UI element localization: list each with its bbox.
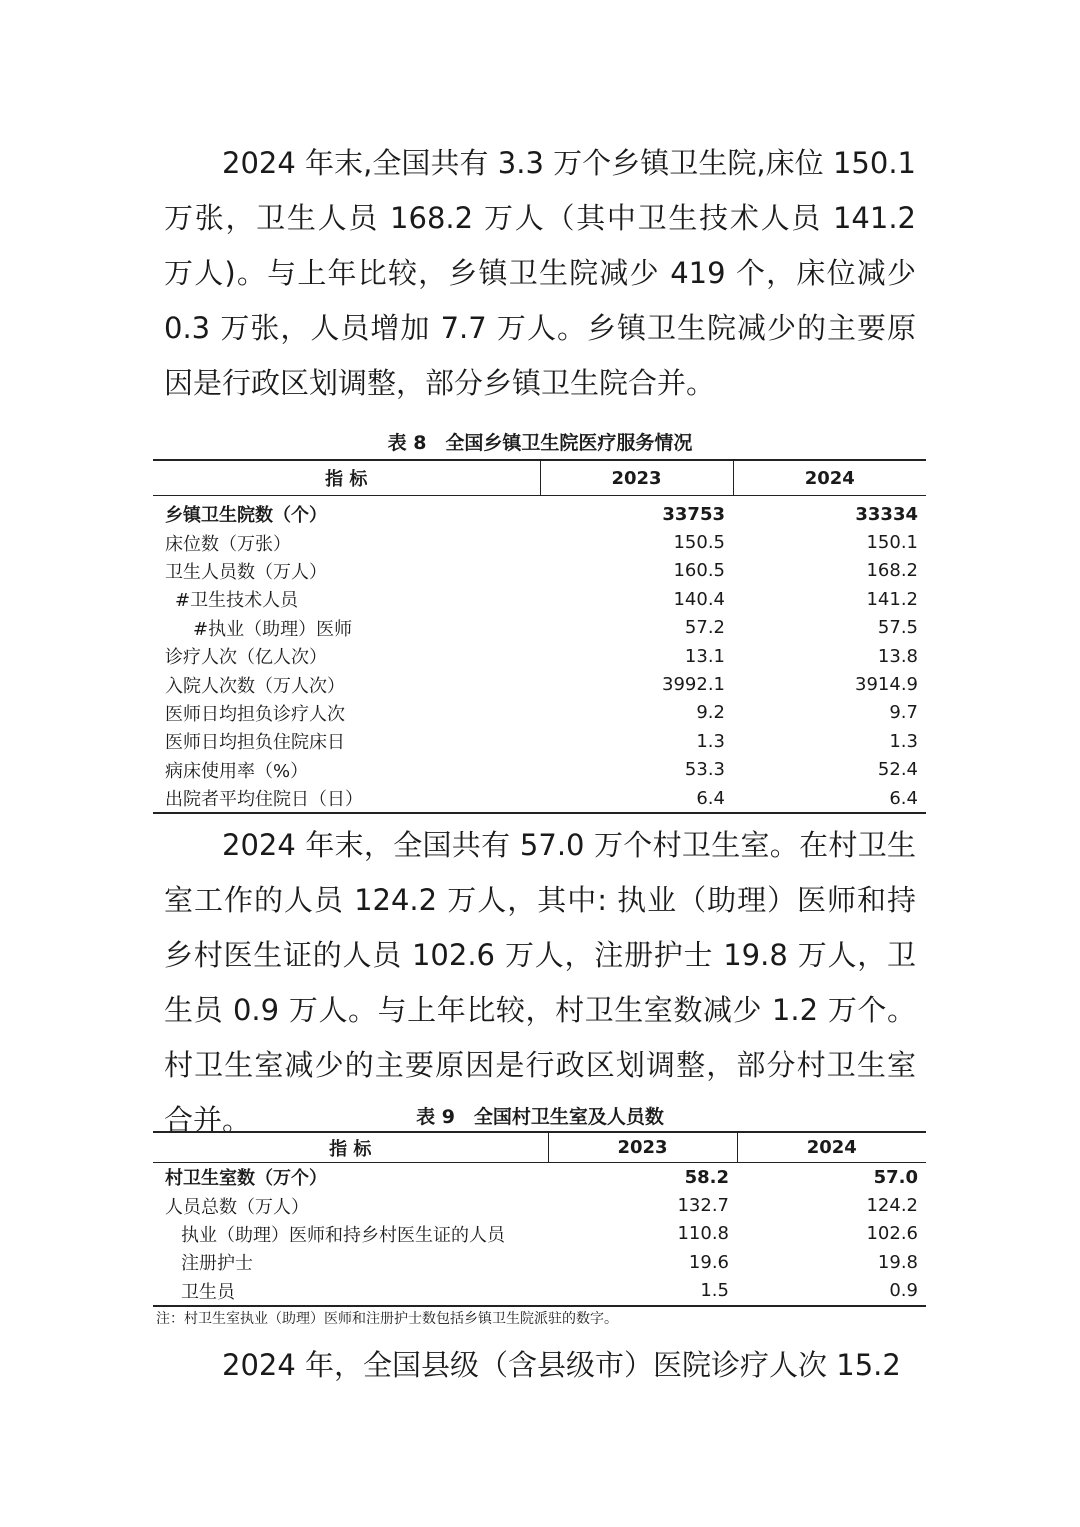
table9-header-indicator: 指 标: [153, 1132, 548, 1163]
value-2023: 58.2: [684, 1166, 729, 1188]
value-2023: 6.4: [540, 784, 733, 813]
table9: [153, 1131, 926, 1307]
table9-header-2023: 2023: [548, 1132, 737, 1163]
row-label: #执业（助理）医师: [193, 618, 353, 640]
value-2024: 13.8: [877, 645, 918, 667]
table9-note: 注：村卫生室执业（助理）医师和注册护士数包括乡镇卫生院派驻的数字。: [156, 1311, 618, 1327]
value-2023: 9.2: [696, 702, 725, 724]
row-label: 卫生员: [153, 1277, 548, 1306]
table-row: [153, 1220, 926, 1248]
row-label: 入院人次数（万人次）: [165, 675, 345, 697]
table9-header-2024: 2024: [737, 1132, 926, 1163]
value-2024: 1.3: [889, 730, 918, 752]
value-2024: 150.1: [866, 532, 918, 554]
paragraph-township-hospitals: 2024 年末,全国共有 3.3 万个乡镇卫生院,床位 150.1 万张，卫生人员 168.2 万人（其中卫生技术人员 141.2 万人)。与上年比较，乡镇卫生院减少 419 个，床位减少 0.3 万张，人员增加 7.7 万人。乡镇卫生院减少的主要原因是行政区划调整，部分乡镇卫生院合并。: [164, 146, 916, 400]
table8-header-2024: 2024: [733, 460, 926, 496]
table-row: [153, 784, 926, 813]
row-label: 医师日均担负诊疗人次: [165, 703, 345, 725]
row-label: #卫生技术人员: [175, 590, 299, 612]
table9-header-row: [153, 1132, 926, 1163]
value-2024: 168.2: [866, 560, 918, 582]
row-label: 乡镇卫生院数（个）: [165, 505, 327, 527]
table-row: [153, 727, 926, 755]
table-row: [153, 642, 926, 670]
table-row: [153, 699, 926, 727]
table8: [153, 459, 926, 814]
value-2024: 141.2: [866, 588, 918, 610]
table-row: [153, 585, 926, 613]
row-label: 村卫生室数（万个）: [165, 1168, 327, 1190]
table-row: [153, 557, 926, 585]
table8-header-row: [153, 460, 926, 496]
table9-caption: 表 9 全国村卫生室及人员数: [416, 1106, 664, 1128]
row-label: 病床使用率（%）: [165, 760, 309, 782]
value-2024: 33334: [855, 503, 918, 525]
table8-header-2023: 2023: [540, 460, 733, 496]
row-label: 执业（助理）医师和持乡村医生证的人员: [181, 1224, 505, 1246]
paragraph-village-clinics: 2024 年末，全国共有 57.0 万个村卫生室。在村卫生室工作的人员 124.2 万人，其中: 执业（助理）医师和持乡村医生证的人员 102.6 万人，注册护士 19.8 万人，卫生员 0.9 万人。与上年比较，村卫生室数减少 1.2 万个。村卫生室减少的主要原因是行政区划调整，部分村卫生室合并。: [164, 828, 916, 1137]
value-2023: 140.4: [673, 588, 725, 610]
table8-header-indicator: 指 标: [153, 460, 540, 496]
value-2023: 57.2: [684, 617, 725, 639]
value-2023: 160.5: [673, 560, 725, 582]
value-2024: 6.4: [733, 784, 926, 813]
row-label: 注册护士: [181, 1253, 253, 1275]
table-row: [153, 1277, 926, 1306]
value-2024: 0.9: [737, 1277, 926, 1306]
value-2024: 9.7: [889, 702, 918, 724]
table-row: [153, 756, 926, 784]
table-row: [153, 1248, 926, 1276]
row-label: 卫生人员数（万人）: [165, 561, 327, 583]
table8-caption: 表 8 全国乡镇卫生院医疗服务情况: [387, 432, 693, 454]
table-row: [153, 670, 926, 698]
value-2023: 1.5: [548, 1277, 737, 1306]
value-2023: 19.6: [688, 1251, 729, 1273]
row-label: 医师日均担负住院床日: [165, 732, 345, 754]
value-2024: 124.2: [866, 1195, 918, 1217]
value-2023: 150.5: [673, 532, 725, 554]
table-row: [153, 614, 926, 642]
value-2024: 19.8: [877, 1251, 918, 1273]
row-label: 出院者平均住院日（日）: [153, 784, 540, 813]
value-2024: 57.5: [877, 617, 918, 639]
value-2023: 1.3: [696, 730, 725, 752]
row-label: 人员总数（万人）: [165, 1196, 309, 1218]
value-2023: 13.1: [684, 645, 725, 667]
row-label: 床位数（万张）: [165, 533, 291, 555]
row-label: 诊疗人次（亿人次）: [165, 647, 327, 669]
value-2023: 33753: [662, 503, 725, 525]
paragraph-county-hospitals: 2024 年，全国县级（含县级市）医院诊疗人次 15.2: [222, 1348, 901, 1382]
value-2024: 102.6: [866, 1223, 918, 1245]
value-2023: 110.8: [677, 1223, 729, 1245]
table-row: [153, 1163, 926, 1192]
value-2023: 3992.1: [662, 674, 725, 696]
value-2024: 3914.9: [855, 674, 918, 696]
table-row: [153, 496, 926, 529]
value-2023: 132.7: [677, 1195, 729, 1217]
table-row: [153, 1191, 926, 1219]
table-row: [153, 528, 926, 556]
value-2024: 52.4: [877, 759, 918, 781]
value-2024: 57.0: [873, 1166, 918, 1188]
value-2023: 53.3: [684, 759, 725, 781]
